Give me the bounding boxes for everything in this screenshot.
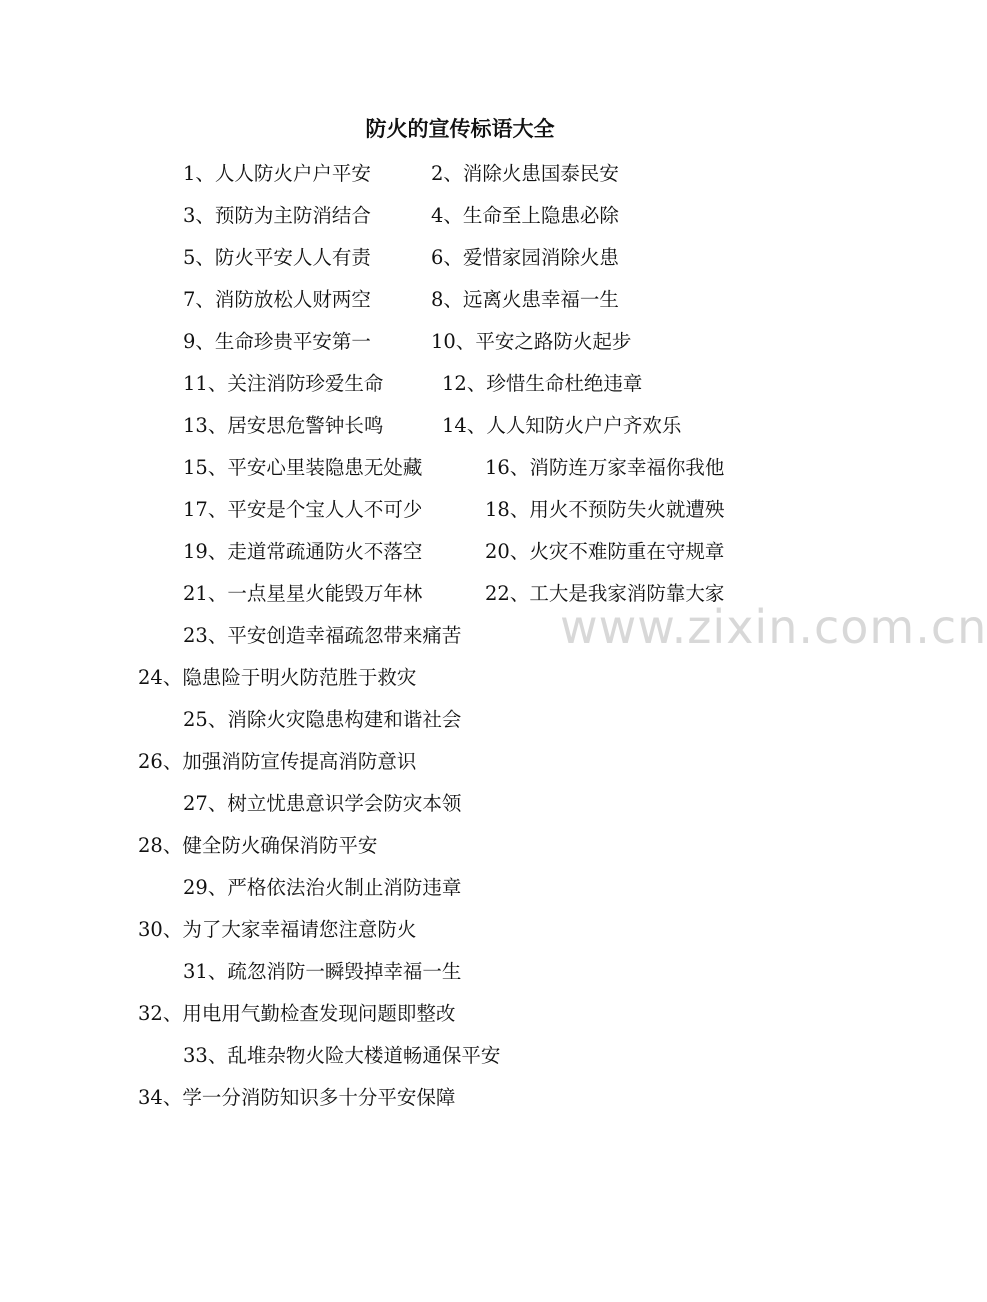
slogan-item: 29、严格依法治火制止消防违章 [183, 876, 462, 899]
slogan-item: 15、平安心里装隐患无处藏 [183, 456, 423, 479]
slogan-item: 5、防火平安人人有责 [183, 246, 371, 269]
slogan-item: 8、远离火患幸福一生 [431, 288, 619, 311]
slogan-item: 22、工大是我家消防靠大家 [485, 582, 725, 605]
slogan-item: 2、消除火患国泰民安 [431, 162, 619, 185]
slogan-item: 28、健全防火确保消防平安 [138, 834, 378, 857]
slogan-item: 19、走道常疏通防火不落空 [183, 540, 423, 563]
slogan-item: 33、乱堆杂物火险大楼道畅通保平安 [183, 1044, 501, 1067]
slogan-item: 23、平安创造幸福疏忽带来痛苦 [183, 624, 462, 647]
slogan-item: 20、火灾不难防重在守规章 [485, 540, 725, 563]
slogan-item: 21、一点星星火能毁万年林 [183, 582, 423, 605]
slogan-item: 10、平安之路防火起步 [431, 330, 632, 353]
page-title: 防火的宣传标语大全 [365, 117, 555, 141]
slogan-item: 18、用火不预防失火就遭殃 [485, 498, 725, 521]
slogan-item: 7、消防放松人财两空 [183, 288, 371, 311]
slogan-item: 32、用电用气勤检查发现问题即整改 [138, 1002, 456, 1025]
slogan-item: 12、珍惜生命杜绝违章 [442, 372, 643, 395]
slogan-item: 14、人人知防火户户齐欢乐 [442, 414, 682, 437]
slogan-item: 9、生命珍贵平安第一 [183, 330, 371, 353]
slogan-item: 13、居安思危警钟长鸣 [183, 414, 384, 437]
slogan-item: 26、加强消防宣传提高消防意识 [138, 750, 417, 773]
slogan-item: 24、隐患险于明火防范胜于救灾 [138, 666, 417, 689]
slogan-item: 4、生命至上隐患必除 [431, 204, 619, 227]
slogan-item: 17、平安是个宝人人不可少 [183, 498, 423, 521]
slogan-item: 16、消防连万家幸福你我他 [485, 456, 725, 479]
slogan-item: 25、消除火灾隐患构建和谐社会 [183, 708, 462, 731]
slogan-item: 34、学一分消防知识多十分平安保障 [138, 1086, 456, 1109]
slogan-item: 30、为了大家幸福请您注意防火 [138, 918, 417, 941]
watermark: www.zixin.com.cn [560, 600, 987, 654]
slogan-item: 31、疏忽消防一瞬毁掉幸福一生 [183, 960, 462, 983]
slogan-item: 3、预防为主防消结合 [183, 204, 371, 227]
slogan-item: 6、爱惜家园消除火患 [431, 246, 619, 269]
slogan-item: 11、关注消防珍爱生命 [183, 372, 384, 395]
slogan-item: 27、树立忧患意识学会防灾本领 [183, 792, 462, 815]
slogan-item: 1、人人防火户户平安 [183, 162, 371, 185]
